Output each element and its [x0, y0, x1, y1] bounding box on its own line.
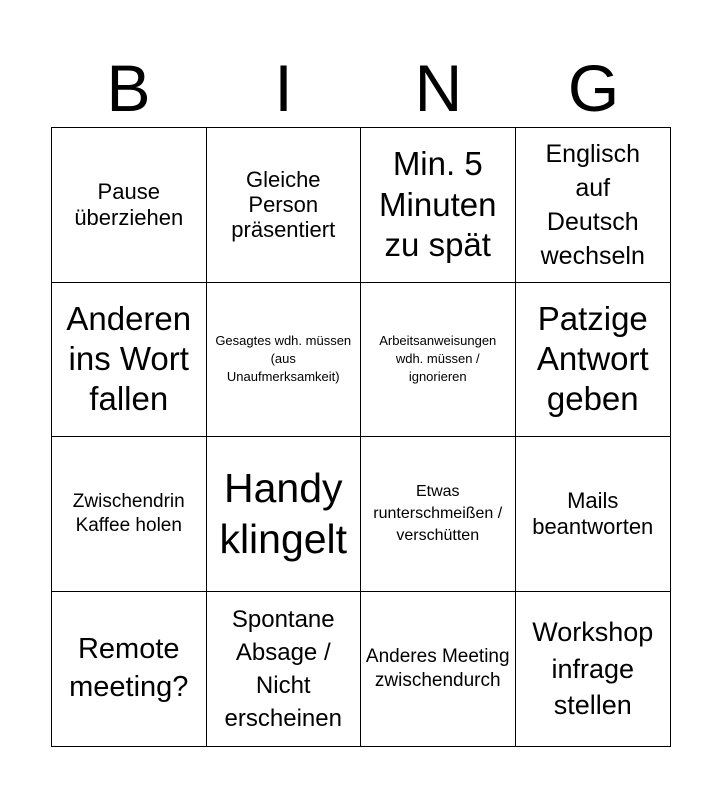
- bingo-cell[interactable]: Patzige Antwort geben: [516, 283, 671, 438]
- bingo-cell[interactable]: Mails beantworten: [516, 437, 671, 592]
- bingo-cell[interactable]: Anderen ins Wort fallen: [52, 283, 207, 438]
- bingo-cell[interactable]: Spontane Absage / Nicht erscheinen: [207, 592, 362, 747]
- header-letter-g: G: [567, 51, 620, 125]
- header-letter-b: B: [106, 51, 151, 125]
- bingo-cell[interactable]: Arbeitsanweisungen wdh. müssen / ignorieren: [361, 283, 516, 438]
- header-letter-n: N: [414, 51, 463, 125]
- bingo-cell[interactable]: Gesagtes wdh. müssen (aus Unaufmerksamkeit): [207, 283, 362, 438]
- bingo-board: [51, 127, 671, 747]
- bingo-cell[interactable]: Etwas runterschmeißen / verschütten: [361, 437, 516, 592]
- header-letter-i: I: [274, 51, 293, 125]
- bingo-header: [51, 48, 671, 128]
- bingo-cell[interactable]: Zwischendrin Kaffee holen: [52, 437, 207, 592]
- bingo-cell[interactable]: Anderes Meeting zwischendurch: [361, 592, 516, 747]
- bingo-cell[interactable]: Pause überziehen: [52, 128, 207, 283]
- bingo-cell[interactable]: Remote meeting?: [52, 592, 207, 747]
- bingo-cell[interactable]: Gleiche Person präsentiert: [207, 128, 362, 283]
- bingo-cell[interactable]: Min. 5 Minuten zu spät: [361, 128, 516, 283]
- bingo-cell[interactable]: Workshop infrage stellen: [532, 617, 654, 720]
- bingo-cell[interactable]: Englisch auf Deutsch wechseln: [516, 128, 671, 283]
- bingo-cell[interactable]: Handy klingelt: [207, 437, 362, 592]
